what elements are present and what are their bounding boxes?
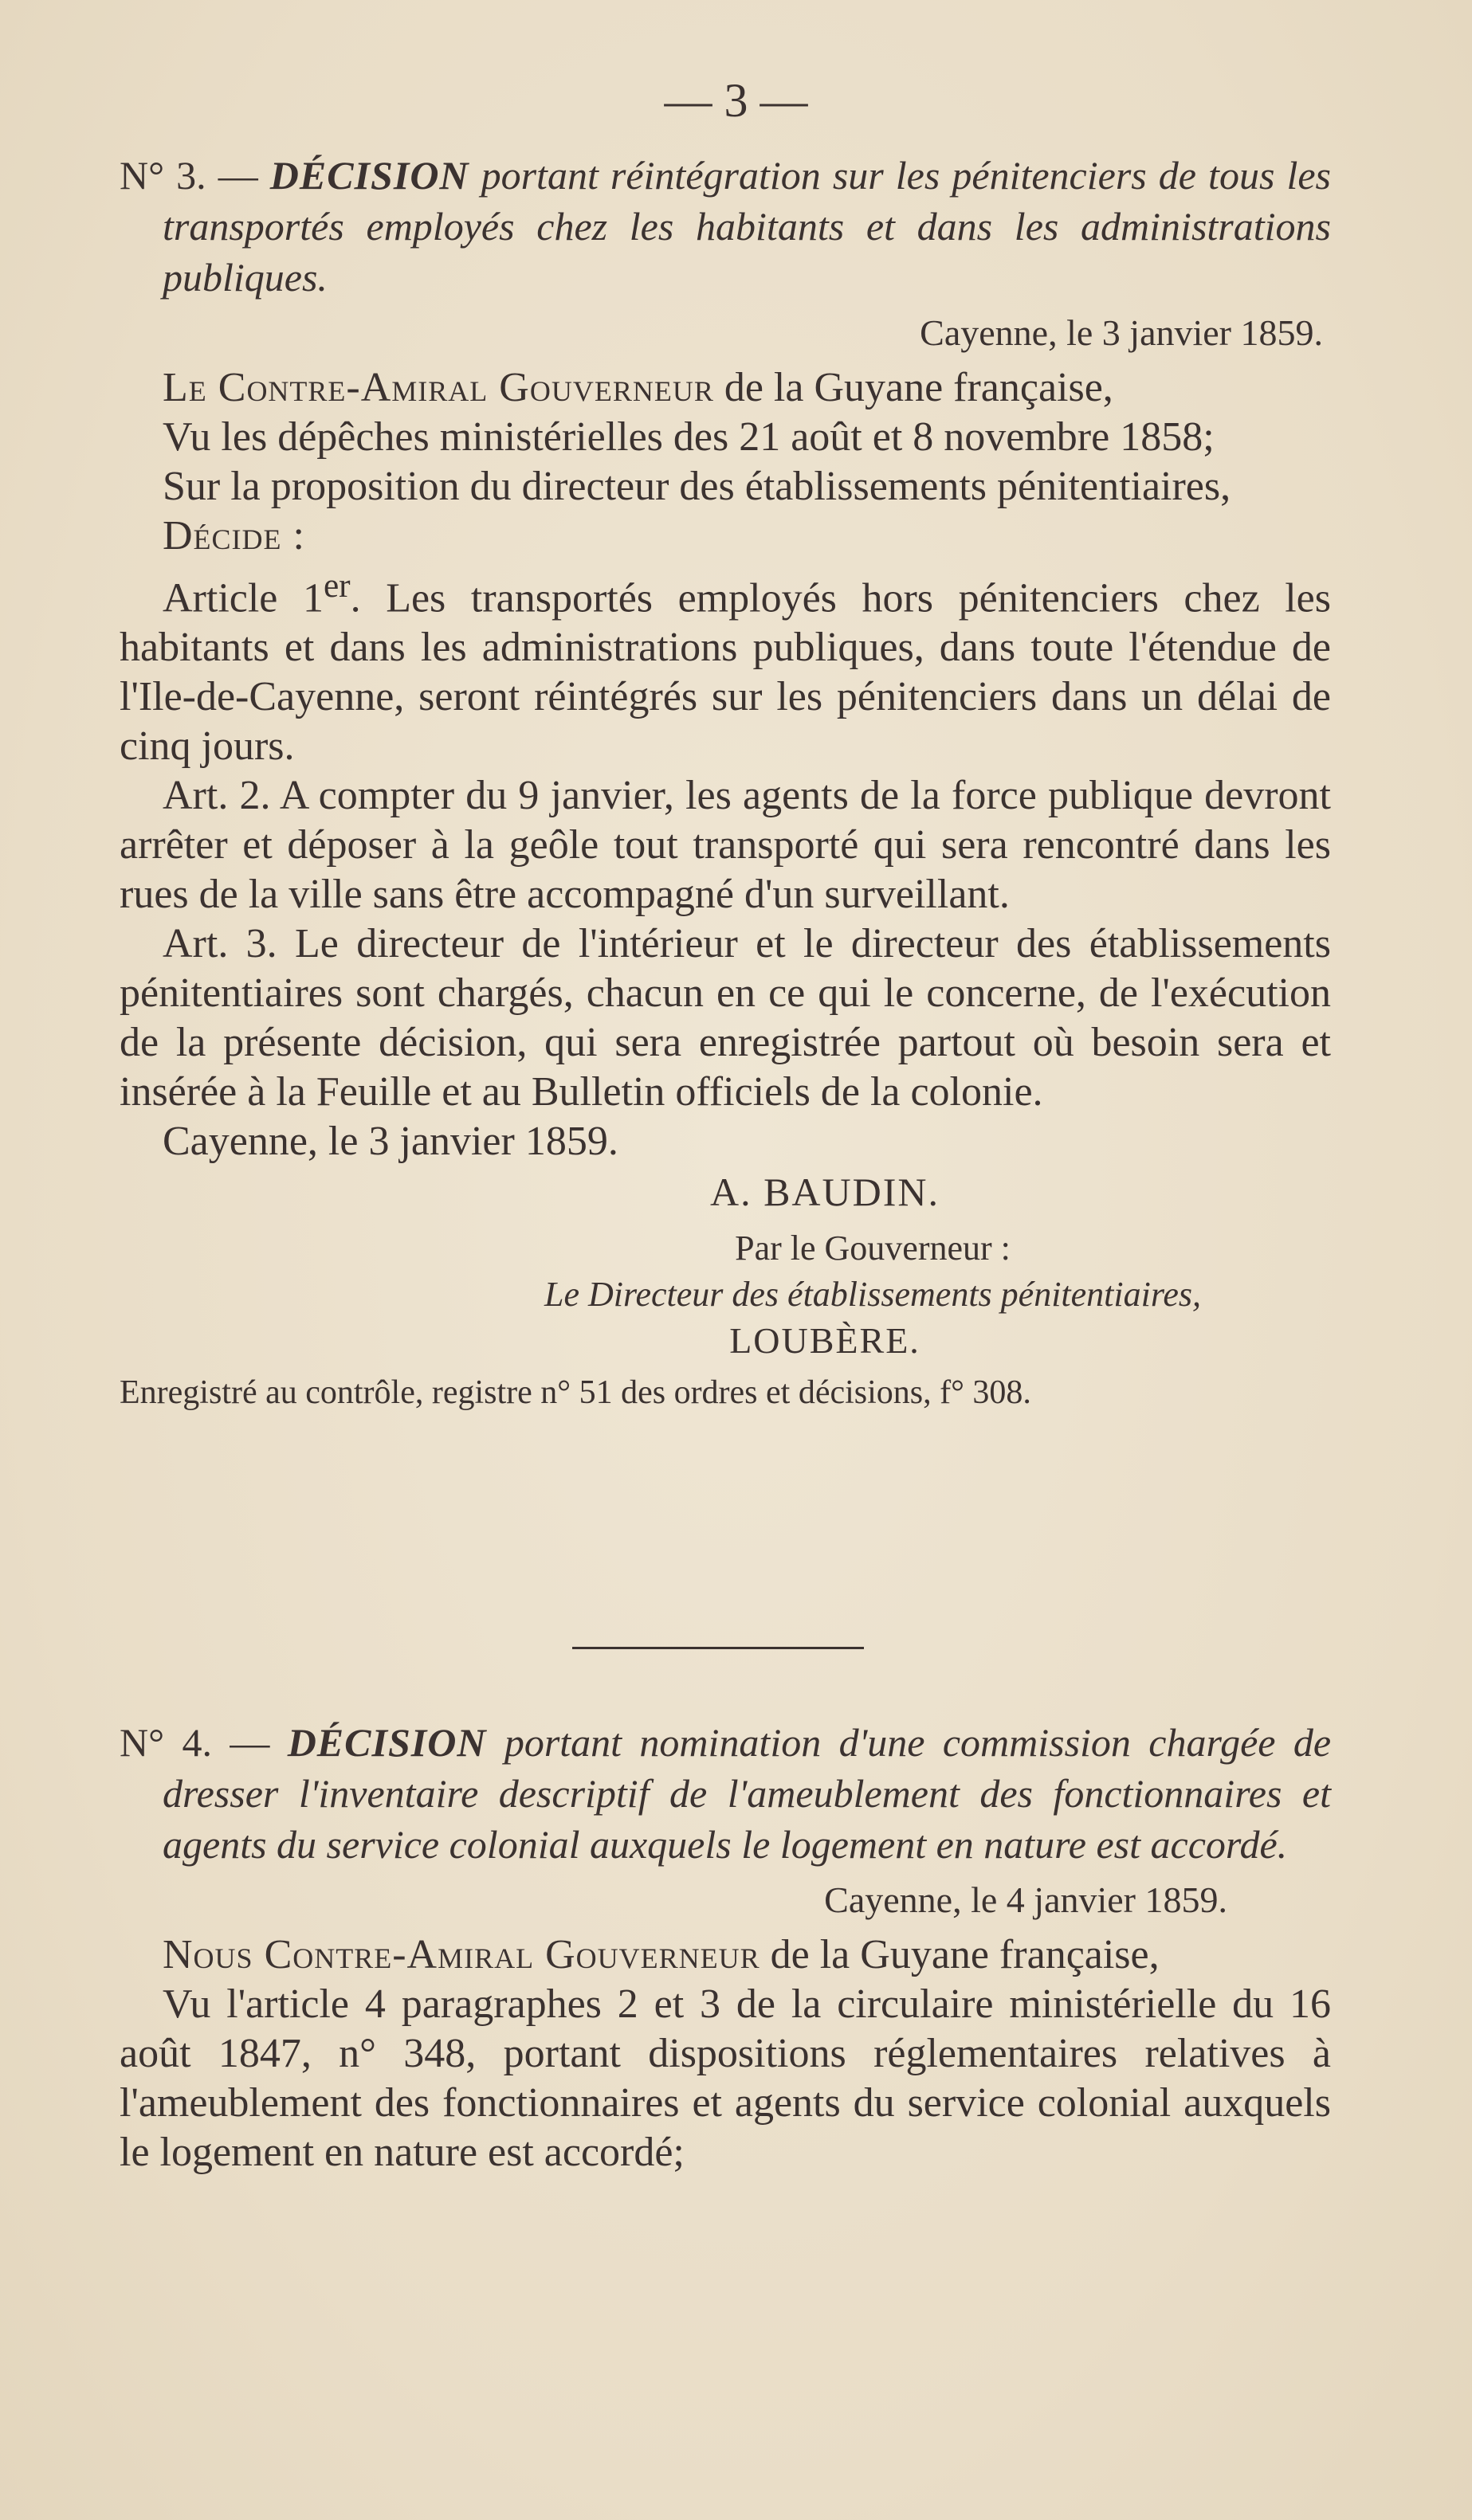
decision-dateline: Cayenne, le 3 janvier 1859. [920,312,1323,353]
governor-signature: A. BAUDIN. [709,1170,940,1215]
article-1-label: Article 1 [163,575,324,621]
article-2: Art. 2. A compter du 9 janvier, les agents de la force publique devront arrêter et déposer à la geôle tout transporté qui sera rencontré dans les rues de la ville sans être accompagné d'un surveillant. [120,773,1331,918]
decision-3 [120,150,1331,1417]
decision-number: N° 4. — [120,1720,270,1765]
decision-3-title [120,150,1331,303]
issuer-rest: de la Guyane française, [724,365,1113,410]
decision-number: N° 3. — [120,153,258,198]
section-divider [572,1647,864,1649]
decision-4 [120,1717,1331,2177]
decision-description: portant nomination d'une commission chargée de dresser l'inventaire descriptif de l'ameublement des fonctionnaires et agents du service colonial auxquels le logement en nature est accordé. [163,1720,1332,1867]
article-3: Art. 3. Le directeur de l'intérieur et le directeur des établissements pénitentiaires sont chargés, chacun en ce qui le concerne, de l'exécution de la présente décision, qui sera enregistrée partout où besoin sera et insérée à la Feuille et au Bulletin officiels de la colonie. [120,921,1331,1115]
decision-dateline: Cayenne, le 4 janvier 1859. [824,1879,1227,1920]
article-1-text: . Les transportés employés hors pénitenciers chez les habitants et dans les administrations publiques, dans toute l'étendue de l'Ile-de-Cayenne, seront réintégrés sur les pénitenciers dans un délai de cinq jours. [120,575,1331,770]
issuer-title: Le Contre-Amiral Gouverneur [163,365,714,410]
page-number: — 3 — [664,74,808,127]
considerant-1: Vu l'article 4 paragraphes 2 et 3 de la circulaire ministérielle du 16 août 1847, n° 348, portant dispositions réglementaires relatives à l'ameublement des fonctionnaires et agents du service colonial auxquels le logement en nature est accordé; [120,1981,1331,2175]
considerant-1: Vu les dépêches ministérielles des 21 août et 8 novembre 1858; [163,414,1215,460]
considerant-2: Sur la proposition du directeur des établissements pénitentiaires, [163,464,1231,509]
issuer-rest: de la Guyane française, [770,1932,1160,1977]
decide-heading: Décide : [163,513,305,558]
closing-dateline: Cayenne, le 3 janvier 1859. [163,1119,618,1165]
registration-note: Enregistré au contrôle, registre n° 51 des ordres et décisions, f° 308. [120,1374,1031,1412]
director-title: Le Directeur des établissements pénitentiaires, [544,1275,1202,1315]
issuer-line [120,363,1331,413]
director-signature: LOUBÈRE. [729,1320,920,1362]
decision-keyword: DÉCISION [287,1720,487,1765]
article-1 [120,561,1331,771]
decision-4-title [120,1717,1331,1870]
article-1-superscript: er [323,566,351,605]
decision-description: portant réintégration sur les pénitenciers de tous les transportés employés chez les habitants et dans les administrations publiques. [163,153,1332,300]
issuer-title: Nous Contre-Amiral Gouverneur [163,1932,760,1977]
issuer-line [120,1930,1331,1980]
decision-keyword: DÉCISION [269,153,469,198]
par-le-gouverneur: Par le Gouverneur : [735,1229,1011,1268]
